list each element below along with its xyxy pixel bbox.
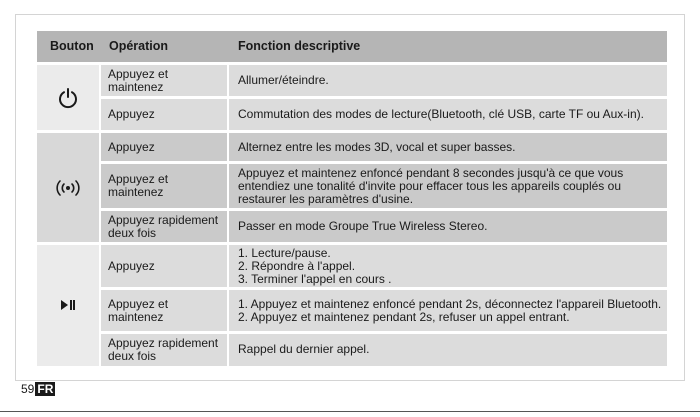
function-cell [228,289,667,333]
function-cell: Allumer/éteindre. [228,64,667,98]
header-description: Fonction descriptive [228,31,667,64]
table-row [37,244,667,289]
operation-cell: Appuyez [100,244,228,289]
mode-button-cell [37,132,100,244]
table-row [37,64,667,98]
operation-cell: Appuyez [100,132,228,163]
table-row [37,163,667,210]
function-cell: Passer en mode Groupe True Wireless Stereo. [228,210,667,244]
operation-cell: Appuyez rapidement deux fois [100,210,228,244]
table-row [37,132,667,163]
function-cell: Commutation des modes de lecture(Bluetooth, clé USB, carte TF ou Aux-in). [228,98,667,132]
operation-cell: Appuyez et maintenez [100,289,228,333]
operation-cell: Appuyez [100,98,228,132]
language-badge: FR [37,382,54,396]
play-button-cell [37,244,100,366]
function-line: 1. Lecture/pause. [238,245,331,260]
page-footer [21,382,55,396]
header-button: Bouton [37,31,100,64]
power-button-cell [37,64,100,132]
power-icon [57,87,79,109]
table-row [37,98,667,132]
header-operation: Opération [100,31,228,64]
broadcast-icon [54,179,82,197]
table-row [37,210,667,244]
operation-cell: Appuyez et maintenez [100,163,228,210]
function-cell: Appuyez et maintenez enfoncé pendant 8 secondes jusqu'à ce que vous entendiez une tonalité d'invite pour effacer tous les appareils couplés ou restaurer les paramètres d'usine. [228,163,667,210]
function-line: 2. Appuyez et maintenez pendant 2s, refuser un appel entrant. [238,309,570,324]
operation-cell: Appuyez rapidement deux fois [100,333,228,366]
bottom-rule [0,411,700,412]
function-cell: Alternez entre les modes 3D, vocal et super basses. [228,132,667,163]
function-cell: Rappel du dernier appel. [228,333,667,366]
function-line: 2. Répondre à l'appel. [238,258,356,273]
play-pause-icon [60,299,76,311]
function-cell [228,244,667,289]
table-row [37,289,667,333]
page-number: 59 [21,382,35,396]
function-line: 3. Terminer l'appel en cours . [238,271,392,286]
function-line: 1. Appuyez et maintenez enfoncé pendant 2s, déconnectez l'appareil Bluetooth. [238,296,662,311]
table-header-row [37,31,667,64]
operation-cell: Appuyez et maintenez [100,64,228,98]
button-function-table [37,31,667,366]
table-row [37,333,667,366]
